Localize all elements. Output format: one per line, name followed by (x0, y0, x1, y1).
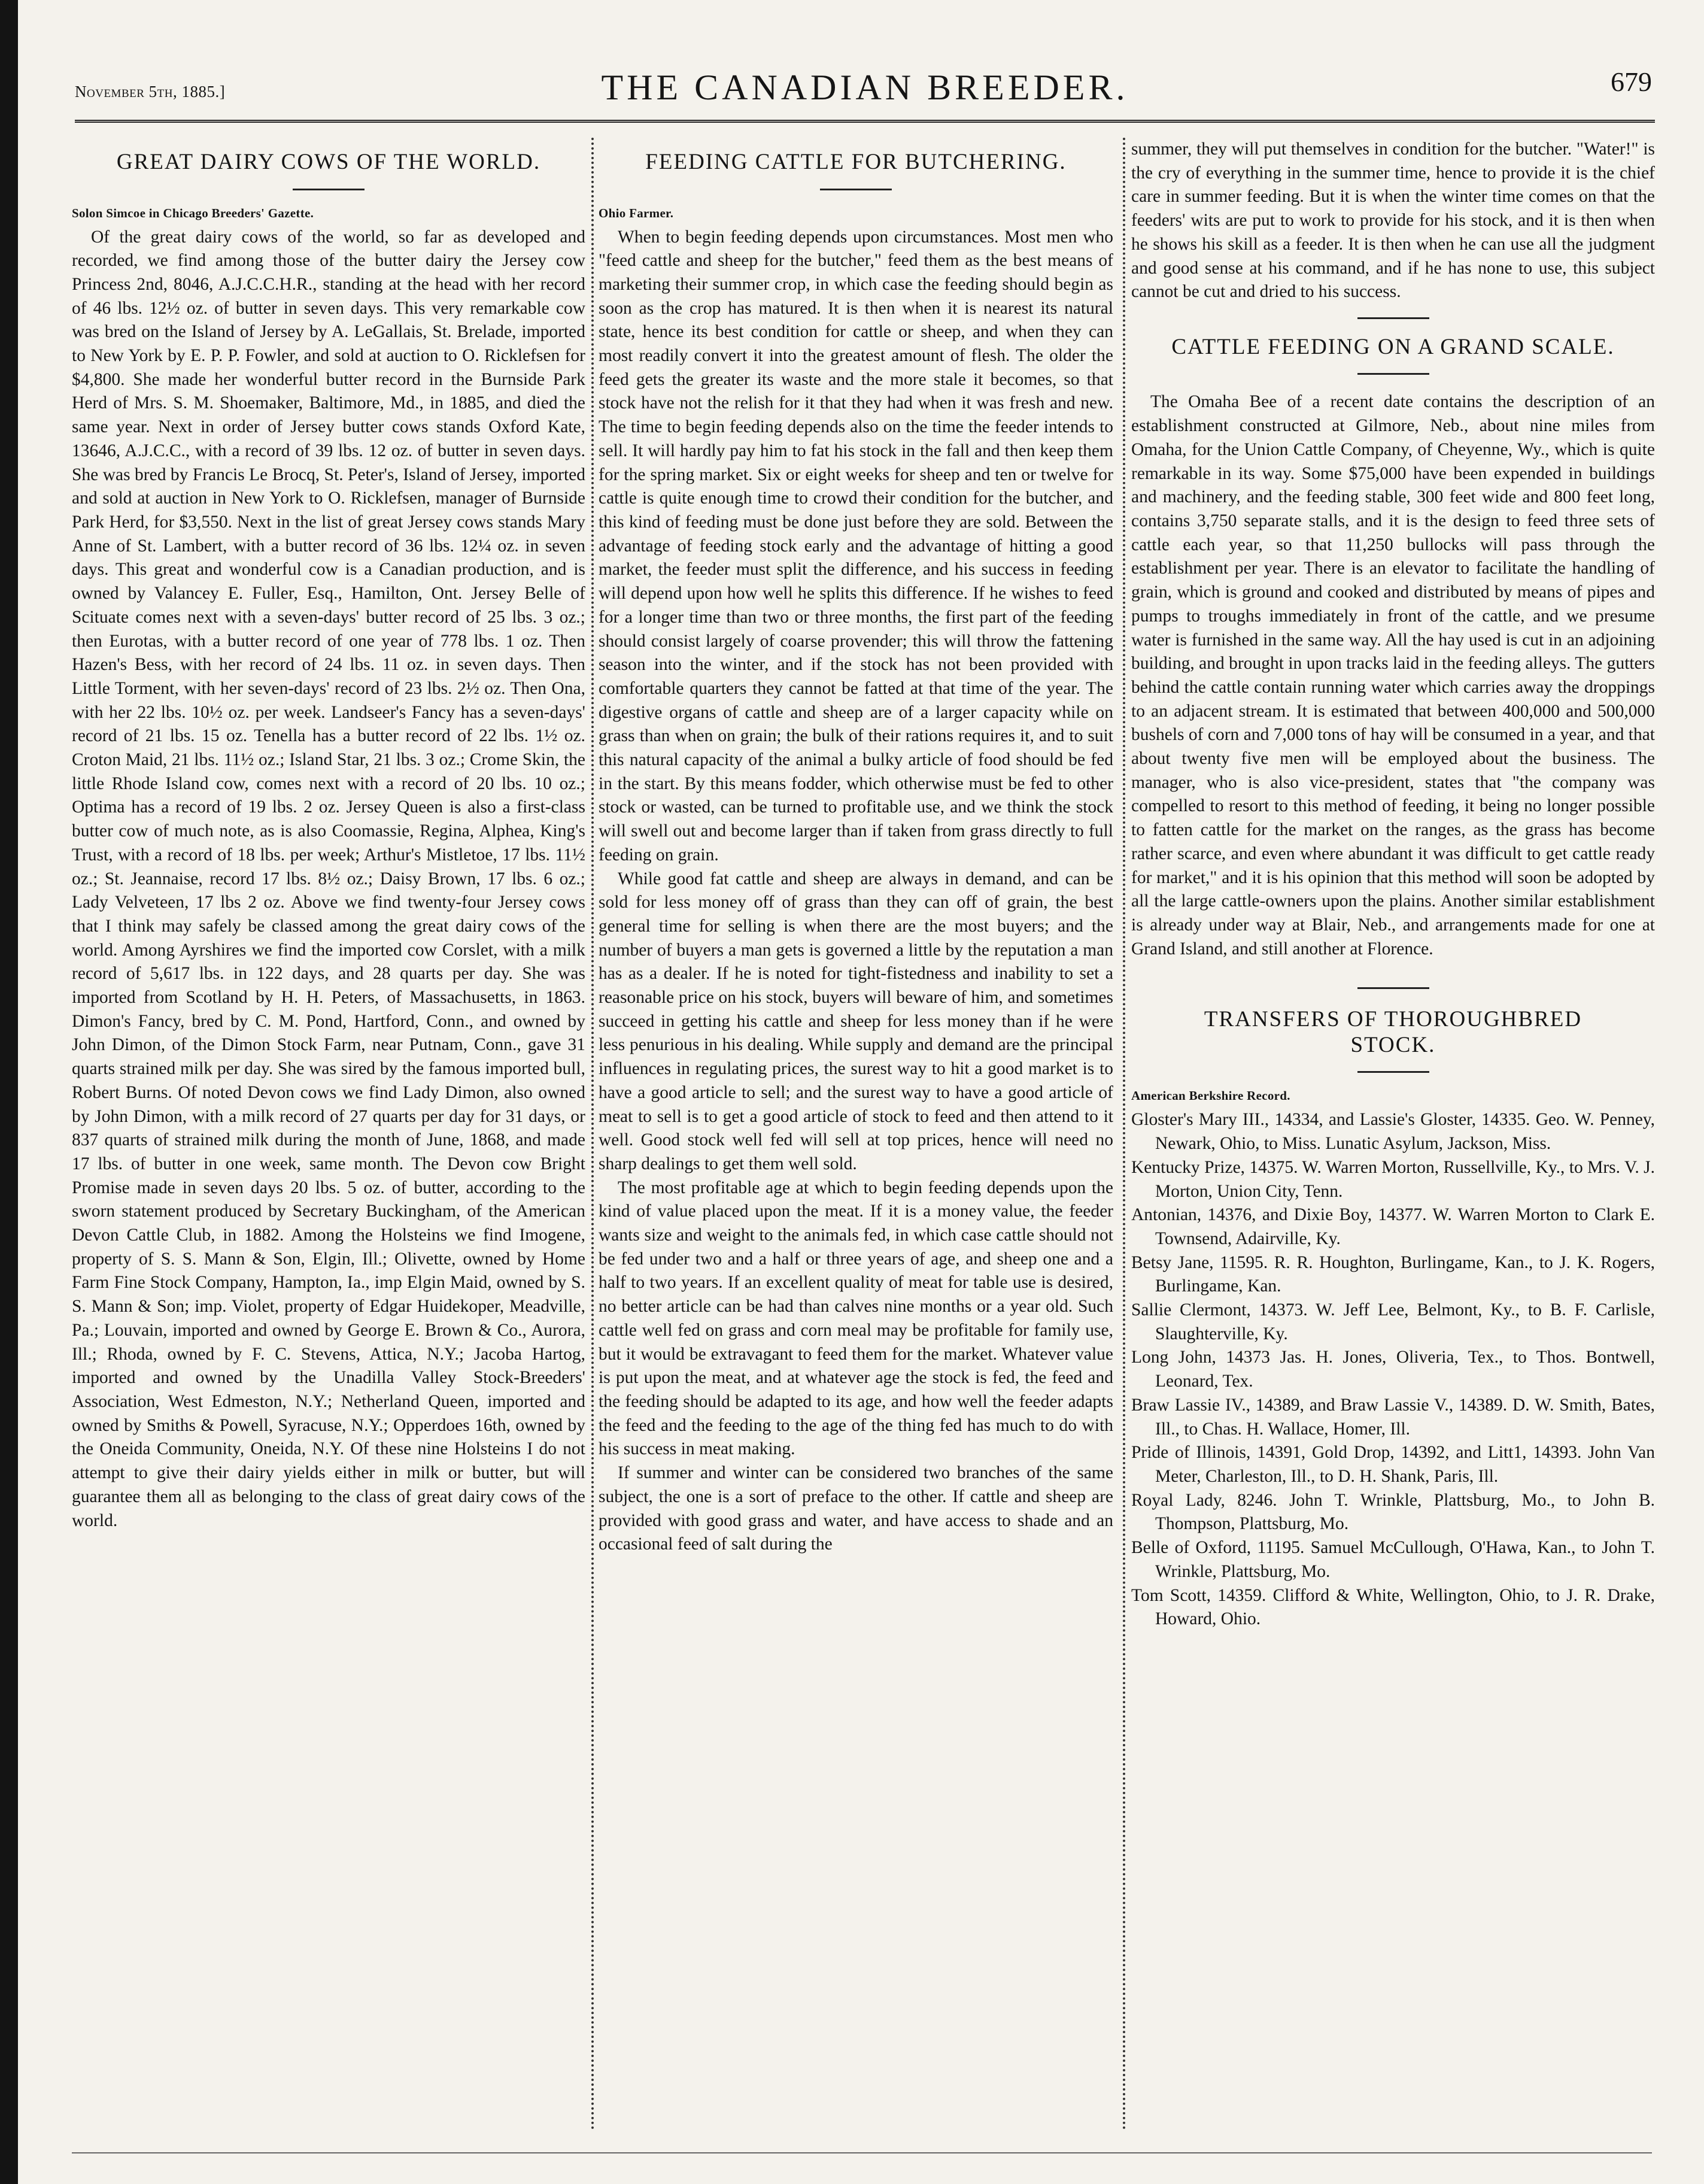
article-title-line: STOCK. (1350, 1032, 1436, 1057)
article-title (1131, 1007, 1655, 1058)
newspaper-title: THE CANADIAN BREEDER. (601, 68, 1129, 107)
article-source: Solon Simcoe in Chicago Breeders' Gazette. (72, 205, 314, 220)
article-source: American Berkshire Record. (1131, 1088, 1290, 1103)
transfer-record: Belle of Oxford, 11195. Samuel McCullough, O'Hawa, Kan., to John T. Wrinkle, Plattsburg, Mo. (1131, 1538, 1655, 1581)
article-source: Ohio Farmer. (599, 205, 674, 220)
column-2 (599, 138, 1113, 2137)
column-divider (591, 138, 594, 2131)
article-continuation: summer, they will put themselves in condition for the butcher. "Water!" is the cry of everything in the summer time, hence to provide it is the chief care in summer feeding. But it is when the winter time comes on that the feeders' wits are put to work to provide for his stock, and it is then when he shows his skill as a feeder. It is then when he can use all the judgment and good sense at his command, and if he has none to use, this subject cannot be cut and dried to his success. (1131, 139, 1655, 302)
section-rule (1357, 987, 1429, 989)
article-paragraph: The most profitable age at which to begin feeding depends upon the kind of value placed upon the meat. If it is a money value, the feeder wants size and weight to the animals fed, in which case cattle should not be fed under two and a half or three years of age, and sheep one and a half to two years. If an excellent quality of meat for table use is desired, no better article can be had than calves nine months or a year old. Such cattle well fed on grass and corn meal may be profitable for family use, but it would be extravagant to feed them for the market. Whatever value is put upon the meat, and at whatever age the stock is fed, the feed and the feeding should be adapted to its age, and how well the feeder adapts the feed and the feeding to the age of the thing fed has much to do with his success in meat making. (599, 1178, 1113, 1459)
article-title: GREAT DAIRY COWS OF THE WORLD. (116, 150, 541, 174)
article-paragraph: While good fat cattle and sheep are always in demand, and can be sold for less money off of grass than they can off of grain, the best general time for selling is when there are the most buyers; and the number of buyers a man gets is governed a little by the reputation a man has as a dealer. If he is noted for tight-fistedness and inability to set a reasonable price on his stock, buyers will beware of him, and sometimes succeed in getting his cattle and sheep for less money than if he were less penurious in his dealing. While supply and demand are the principal influences in regulating prices, the surest way to hit a good market is to have a good article to sell; and the surest way to have a good article of meat to sell is to get a good article of stock to feed and then attend to it well. Good stock well fed will sell at top prices, hence will need no sharp dealings to get them well sold. (599, 869, 1113, 1173)
transfer-record: Sallie Clermont, 14373. W. Jeff Lee, Belmont, Ky., to B. F. Carlisle, Slaughterville, Ky. (1131, 1300, 1655, 1343)
transfer-record: Braw Lassie IV., 14389, and Braw Lassie V., 14389. D. W. Smith, Bates, Ill., to Chas. H. Wallace, Homer, Ill. (1131, 1395, 1655, 1439)
column-divider (1123, 138, 1125, 2131)
transfer-record: Pride of Illinois, 14391, Gold Drop, 14392, and Litt1, 14393. John Van Meter, Charleston, Ill., to D. H. Shank, Paris, Ill. (1131, 1443, 1655, 1486)
title-rule (820, 189, 892, 190)
masthead-rule (75, 120, 1655, 125)
transfer-record: Gloster's Mary III., 14334, and Lassie's Gloster, 14335. Geo. W. Penney, Newark, Ohio, to Miss. Lunatic Asylum, Jackson, Miss. (1131, 1110, 1655, 1154)
title-rule (1357, 1071, 1429, 1073)
transfer-list (1131, 1108, 1655, 1631)
footer-rule (72, 2152, 1652, 2153)
issue-date: November 5th, 1885.] (75, 83, 226, 101)
article-title: CATTLE FEEDING ON A GRAND SCALE. (1171, 334, 1615, 359)
article-paragraph: The Omaha Bee of a recent date contains the description of an establishment constructed at Gilmore, Neb., about nine miles from Omaha, for the Union Cattle Company, of Cheyenne, Wy., which is quite remarkable in its way. Some $75,000 have been expended in buildings and machinery, and the feeding stable, 300 feet wide and 800 feet long, contains 3,750 separate stalls, and it is the design to feed three sets of cattle each year, so that 11,250 bullocks will pass through the establishment per year. There is an elevator to facilitate the handling of grain, which is ground and cooked and distributed by means of pipes and pumps to troughs immediately in front of the cattle, and we presume water is furnished in the same way. All the hay used is cut in an adjoining building, and brought in upon tracks laid in the feeding alleys. The gutters behind the cattle contain running water which carries away the droppings to an adjacent stream. It is estimated that between 400,000 and 500,000 bushels of corn and 7,000 tons of hay will be consumed in a year, and that about twenty five men will be employed about the business. The manager, who is also vice-president, states that "the company was compelled to resort to this method of feeding, it being no longer possible to fatten cattle for the market on the ranges, as the grass has become rather scarce, and even where abundant it was difficult to get cattle ready for market," and it is his opinion that this method will soon be adopted by all the large cattle-owners upon the plains. Another similar establishment is already under way at Blair, Neb., and arrangements made for one at Grand Island, and still another at Florence. (1131, 392, 1655, 958)
column-1 (72, 138, 585, 2137)
column-3 (1131, 138, 1655, 2137)
title-rule (1357, 373, 1429, 375)
section-rule (1357, 317, 1429, 319)
transfer-record: Royal Lady, 8246. John T. Wrinkle, Plattsburg, Mo., to John B. Thompson, Plattsburg, Mo. (1131, 1490, 1655, 1534)
transfer-record: Betsy Jane, 11595. R. R. Houghton, Burlingame, Kan., to J. K. Rogers, Burlingame, Kan. (1131, 1252, 1655, 1296)
page-edge-shadow (0, 0, 18, 2184)
article-paragraph: When to begin feeding depends upon circumstances. Most men who "feed cattle and sheep for the butcher," feed them as the best means of marketing their summer crop, in which case the feeding should begin as soon as the crop has matured. It is then when it is nearest its natural state, hence its best condition for cattle or sheep, and when they can most readily convert it into the greatest amount of flesh. The older the feed gets the greater its waste and the more stale it becomes, so that stock have not the relish for it that they had when it was fresh and new. The time to begin feeding depends also on the time the feeder intends to sell. It will hardly pay him to fat his stock in the fall and then keep them for the spring market. Six or eight weeks for sheep and ten or twelve for cattle is quite enough time to crowd their condition for the butcher, and this kind of feeding must be done just before they are sold. Between the advantage of feeding stock early and the advantage of hitting a good market, the feeder must split the difference, and his success in feeding will depend upon how well he splits this difference. If he wishes to feed for a longer time than two or three months, the first part of the feeding should consist largely of coarse provender; this will throw the fattening season into the winter, and if the stock has not been provided with comfortable quarters they cannot be fatted at that time of the year. The digestive organs of cattle and sheep are of a larger capacity while on grass than when on grain; the bulk of their rations requires it, and to suit this natural capacity of the animal a bulky article of food should be fed in the start. By this means fodder, which otherwise must be fed to other stock or wasted, can be turned to profitable use, and we think the stock will swell out and become larger than if taken from grass directly to full feeding on grain. (599, 227, 1113, 864)
page-number: 679 (1611, 66, 1652, 97)
article-paragraph: If summer and winter can be considered two branches of the same subject, the one is a sort of preface to the other. If cattle and sheep are provided with good grass and water, and have access to shade and an occasional feed of salt during the (599, 1463, 1113, 1554)
article-title: FEEDING CATTLE FOR BUTCHERING. (645, 150, 1067, 174)
transfer-record: Tom Scott, 14359. Clifford & White, Wellington, Ohio, to J. R. Drake, Howard, Ohio. (1131, 1585, 1655, 1629)
article-paragraph: Of the great dairy cows of the world, so far as developed and recorded, we find among those of the butter dairy the Jersey cow Princess 2nd, 8046, A.J.C.C.H.R., standing at the head with her record of 46 lbs. 12½ oz. of butter in seven days. This very remarkable cow was bred on the Island of Jersey by A. LeGallais, St. Brelade, imported to New York by E. P. P. Fowler, and sold at auction to O. Ricklefsen for $4,800. She made her wonderful butter record in the Burnside Park Herd of Mrs. S. M. Shoemaker, Baltimore, Md., in 1885, and died the same year. Next in order of Jersey butter cows stands Oxford Kate, 13646, A.J.C.C., with a record of 39 lbs. 12 oz. of butter in seven days. She was bred by Francis Le Brocq, St. Peter's, Island of Jersey, imported and sold at auction in New York to O. Ricklefsen, manager of Burnside Park Herd, for $3,550. Next in the list of great Jersey cows stands Mary Anne of St. Lambert, with a butter record of 36 lbs. 12¼ oz. in seven days. This great and wonderful cow is a Canadian production, and is owned by Valancey E. Fuller, Esq., Hamilton, Ont. Jersey Belle of Scituate comes next with a seven-days' butter record of 25 lbs. 3 oz.; then Eurotas, with a butter record of one year of 778 lbs. 1 oz. Then Hazen's Bess, with her record of 24 lbs. 11 oz. in seven days. Then Little Torment, with her seven-days' record of 23 lbs. 2½ oz. Then Ona, with her 22 lbs. 10½ oz. per week. Landseer's Fancy has a seven-days' record of 21 lbs. 15 oz. Tenella has a butter record of 22 lbs. 1½ oz. Croton Maid, 21 lbs. 11½ oz.; Island Star, 21 lbs. 3 oz.; Crome Skin, the little Rhode Island cow, comes next with a record of 20 lbs. 10 oz.; Optima has a record of 19 lbs. 2 oz. Jersey Queen is also a first-class butter cow of much note, as is also Coomassie, Regina, Alphea, King's Trust, with a record of 18 lbs. per week; Arthur's Mistletoe, 17 lbs. 11½ oz.; St. Jeannaise, record 17 lbs. 8½ oz.; Daisy Brown, 17 lbs. 6 oz.; Lady Velveteen, 17 lbs 2 oz. Above we find twenty-four Jersey cows that I think may safely be classed among the great dairy cows of the world. Among Ayrshires we find the imported cow Corslet, with a milk record of 5,617 lbs. in 122 days, and 28 quarts per day. She was imported from Scotland by H. H. Peters, of Massachusetts, in 1863. Dimon's Fancy, bred by C. M. Pond, Hartford, Conn., and owned by John Dimon, of the Dimon Stock Farm, near Putnam, Conn., gave 31 quarts strained milk per day. She was sired by the famous imported bull, Robert Burns. Of noted Devon cows we find Lady Dimon, also owned by John Dimon, with a milk record of 27 quarts per day for 31 days, or 837 quarts of strained milk during the month of June, 1868, and made 17 lbs. of butter in one week, same month. The Devon cow Bright Promise made in seven days 20 lbs. 5 oz. of butter, according to the sworn statement produced by Secretary Buckingham, of the American Devon Cattle Club, in 1882. Among the Holsteins we find Imogene, property of S. S. Mann & Son, Elgin, Ill.; Olivette, owned by Home Farm Fine Stock Company, Hampton, Ia., imp Elgin Maid, owned by S. S. Mann & Son; imp. Violet, property of Edgar Huidekoper, Meadville, Pa.; Louvain, imported and owned by George E. Brown & Co., Aurora, Ill.; Rhoda, owned by F. C. Stevens, Attica, N.Y.; Jacoba Hartog, imported and owned by the Unadilla Valley Stock-Breeders' Association, West Edmeston, N.Y.; Netherland Queen, imported and owned by Smiths & Powell, Syracuse, N.Y.; Opperdoes 16th, owned by the Oneida Community, Oneida, N.Y. Of these nine Holsteins I do not attempt to give their dairy yields either in milk or butter, but will guarantee them all as belonging to the class of great dairy cows of the world. (72, 227, 585, 1530)
transfer-record: Kentucky Prize, 14375. W. Warren Morton, Russellville, Ky., to Mrs. V. J. Morton, Union City, Tenn. (1131, 1157, 1655, 1201)
article-title-line: TRANSFERS OF THOROUGHBRED (1204, 1007, 1582, 1032)
transfer-record: Antonian, 14376, and Dixie Boy, 14377. W. Warren Morton to Clark E. Townsend, Adairville, Ky. (1131, 1205, 1655, 1248)
transfer-record: Long John, 14373 Jas. H. Jones, Oliveria, Tex., to Thos. Bontwell, Leonard, Tex. (1131, 1348, 1655, 1391)
title-rule (293, 189, 365, 190)
masthead (75, 60, 1655, 126)
